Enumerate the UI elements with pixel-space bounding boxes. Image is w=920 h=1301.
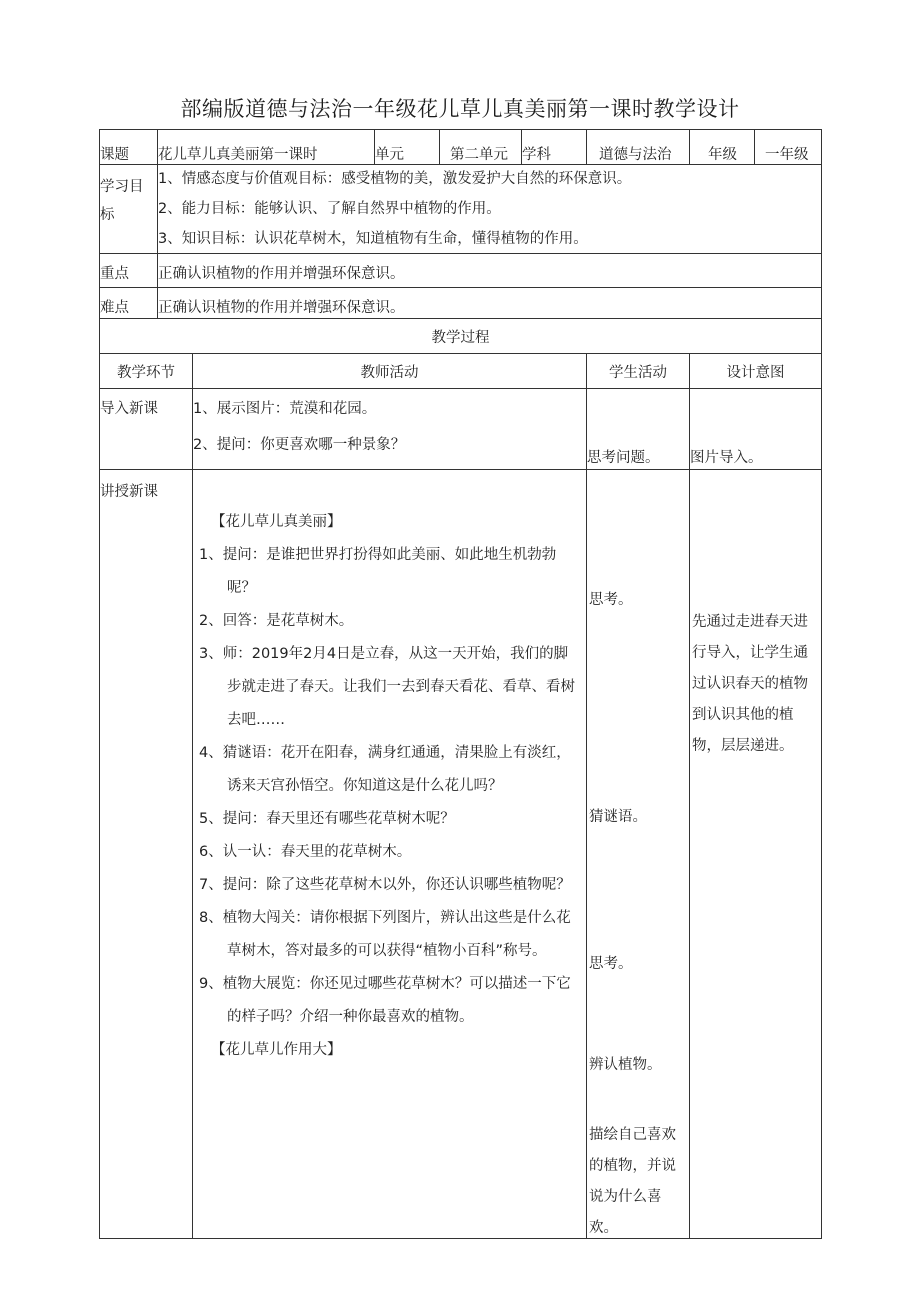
goals-label: 学习目标: [100, 165, 158, 254]
lesson-label: 课题: [100, 130, 158, 165]
lesson-plan-table: [99, 129, 822, 1239]
key-point-text: 正确认识植物的作用并增强环保意识。: [158, 254, 822, 288]
student-activity: 辨认植物。: [589, 1057, 662, 1073]
section-heading: 【花儿草儿作用大】: [211, 1042, 342, 1058]
teacher-step: 2、回答：是花草树木。: [199, 613, 354, 629]
difficulty-text: 正确认识植物的作用并增强环保意识。: [158, 288, 822, 319]
unit-value: 第二单元: [440, 130, 522, 165]
teacher-step: 4、猜谜语：花开在阳春，满身红通通，清果脸上有淡红，诱来天宫孙悟空。你知道这是什么花儿吗？: [199, 745, 571, 794]
grade-value: 一年级: [755, 130, 822, 165]
intro-student: 思考问题。: [587, 389, 690, 470]
header-student: 学生活动: [587, 354, 690, 389]
new-lesson-intent: [690, 470, 822, 1239]
header-stage: 教学环节: [100, 354, 193, 389]
subject-label: 学科: [522, 130, 587, 165]
subject-value: 道德与法治: [587, 130, 690, 165]
teacher-step: 9、植物大展览：你还见过哪些花草树木？可以描述一下它的样子吗？介绍一种你最喜欢的植物。: [199, 976, 571, 1025]
lesson-value: 花儿草儿真美丽第一课时: [158, 130, 375, 165]
student-activity: 思考。: [589, 592, 633, 608]
teacher-step: 5、提问：春天里还有哪些花草树木呢？: [199, 811, 455, 827]
section-heading: 【花儿草儿真美丽】: [211, 514, 342, 530]
teacher-step: 1、提问：是谁把世界打扮得如此美丽、如此地生机勃勃呢？: [199, 547, 557, 596]
teacher-step: 8、植物大闯关：请你根据下列图片，辨认出这些是什么花草树木，答对最多的可以获得“植物小百科”称号。: [199, 910, 571, 959]
new-lesson-student: [587, 470, 690, 1239]
intro-step: 1、展示图片：荒漠和花园。: [193, 401, 377, 417]
student-activity: 描绘自己喜欢的植物，并说说为什么喜欢。: [589, 1127, 676, 1236]
new-lesson-stage: 讲授新课: [100, 470, 193, 1239]
student-activity: 猜谜语。: [589, 809, 647, 825]
goals-list: [158, 165, 822, 254]
teacher-step: 6、认一认：春天里的花草树木。: [199, 844, 412, 860]
teacher-step: 3、师：2019年2月4日是立春，从这一天开始，我们的脚步就走进了春天。让我们一去到春天看花、看草、看树去吧……: [199, 646, 575, 728]
document-title: 部编版道德与法治一年级花儿草儿真美丽第一课时教学设计: [180, 97, 740, 121]
intro-step: 2、提问：你更喜欢哪一种景象？: [193, 437, 406, 453]
goal-item: 2、能力目标：能够认识、了解自然界中植物的作用。: [158, 201, 501, 217]
unit-label: 单元: [375, 130, 440, 165]
header-intent: 设计意图: [690, 354, 822, 389]
header-teacher: 教师活动: [193, 354, 587, 389]
teacher-step: 7、提问：除了这些花草树木以外，你还认识哪些植物呢？: [199, 877, 571, 893]
goal-item: 3、知识目标：认识花草树木，知道植物有生命，懂得植物的作用。: [158, 231, 588, 247]
intro-stage: 导入新课: [100, 389, 193, 470]
process-title: 教学过程: [100, 319, 822, 354]
goal-item: 1、情感态度与价值观目标：感受植物的美，激发爱护大自然的环保意识。: [158, 171, 632, 187]
key-point-label: 重点: [100, 254, 158, 288]
grade-label: 年级: [690, 130, 755, 165]
design-intent: 先通过走进春天进行导入，让学生通过认识春天的植物到认识其他的植物，层层递进。: [692, 614, 808, 754]
intro-intent: 图片导入。: [690, 389, 822, 470]
new-lesson-teacher: [193, 470, 587, 1239]
student-activity: 思考。: [589, 956, 633, 972]
intro-teacher: [193, 389, 587, 470]
difficulty-label: 难点: [100, 288, 158, 319]
